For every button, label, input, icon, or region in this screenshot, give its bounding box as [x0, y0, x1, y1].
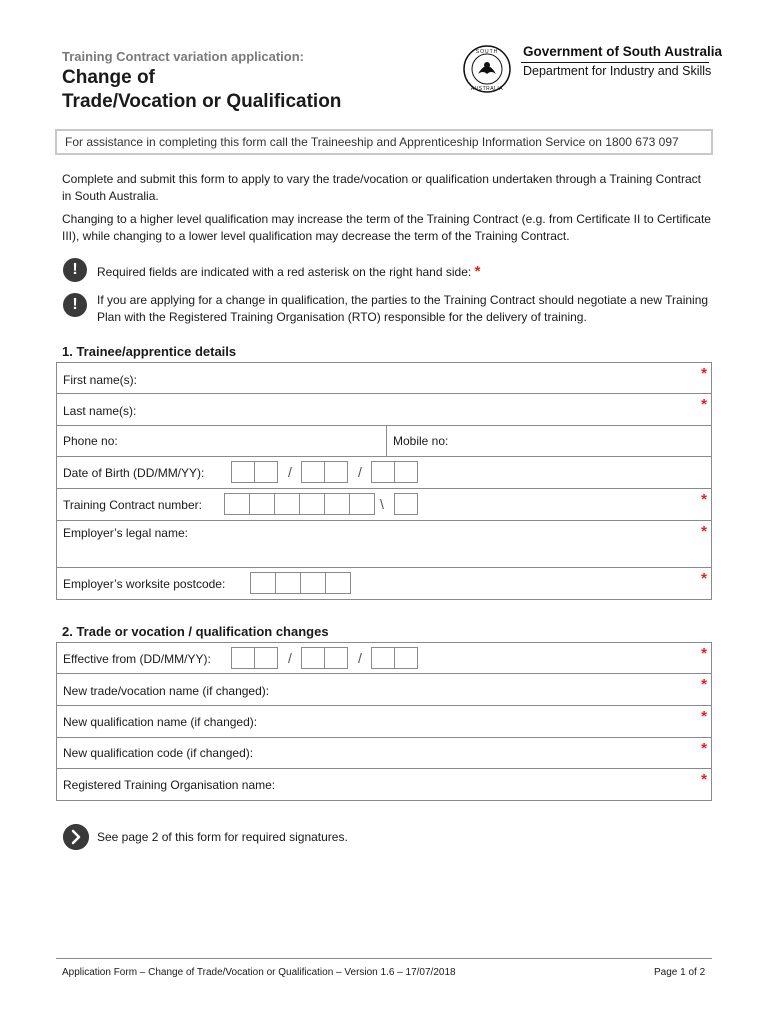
svg-text:AUSTRALIA: AUSTRALIA	[470, 86, 504, 92]
exclamation-icon: !	[63, 258, 87, 282]
intro-paragraph-1: Complete and submit this form to apply to vary the trade/vocation or qualification undertaken through a Training Contract in South Australia.	[62, 172, 702, 203]
required-asterisk: *	[701, 491, 707, 508]
required-asterisk: *	[701, 365, 707, 382]
required-asterisk: *	[701, 523, 707, 540]
postcode-label: Employer’s worksite postcode:	[63, 577, 226, 591]
effective-date-label: Effective from (DD/MM/YY):	[63, 652, 211, 666]
title-line-1: Change of	[62, 67, 155, 88]
trade-name-field[interactable]	[56, 674, 712, 706]
footer-document-info: Application Form – Change of Trade/Vocation or Qualification – Version 1.6 – 17/07/2018	[62, 967, 456, 978]
effective-year-boxes[interactable]	[371, 647, 417, 669]
last-name-field[interactable]	[56, 394, 712, 426]
required-asterisk: *	[701, 771, 707, 788]
dob-year-boxes[interactable]	[371, 461, 417, 483]
contract-number-suffix-box[interactable]	[394, 493, 417, 515]
dob-month-boxes[interactable]	[301, 461, 347, 483]
required-notice-text: Required fields are indicated with a red asterisk on the right hand side:	[97, 265, 472, 279]
sa-crest-logo	[458, 44, 516, 94]
required-asterisk: *	[701, 676, 707, 693]
required-asterisk: *	[701, 570, 707, 587]
contract-number-boxes[interactable]	[224, 493, 374, 515]
employer-name-label: Employer’s legal name:	[63, 526, 188, 540]
title-line-2: Trade/Vocation or Qualification	[62, 91, 342, 112]
qualification-code-field[interactable]	[56, 738, 712, 769]
rto-name-field[interactable]	[56, 769, 712, 801]
effective-month-boxes[interactable]	[301, 647, 347, 669]
effective-day-boxes[interactable]	[231, 647, 277, 669]
logo-divider	[521, 62, 709, 63]
last-name-label: Last name(s):	[63, 404, 137, 418]
required-asterisk: *	[701, 645, 707, 662]
chevron-right-icon	[63, 824, 89, 850]
effective-date-row	[56, 642, 712, 674]
form-subtitle: Training Contract variation application:	[62, 49, 304, 64]
required-asterisk: *	[474, 263, 481, 280]
required-asterisk: *	[701, 708, 707, 725]
first-name-label: First name(s):	[63, 373, 138, 387]
signature-note: See page 2 of this form for required signatures.	[97, 830, 348, 844]
svg-text:SOUTH: SOUTH	[475, 49, 499, 55]
page-title	[62, 66, 341, 114]
contract-number-label: Training Contract number:	[63, 498, 202, 512]
contract-number-separator: \	[380, 496, 384, 512]
date-separator: /	[288, 650, 292, 666]
department-name: Department for Industry and Skills	[523, 64, 712, 78]
first-name-field[interactable]	[56, 362, 712, 394]
dob-label: Date of Birth (DD/MM/YY):	[63, 466, 205, 480]
exclamation-icon: !	[63, 293, 87, 317]
required-notice	[97, 263, 717, 281]
postcode-boxes[interactable]	[250, 572, 350, 594]
date-separator: /	[358, 464, 362, 480]
page-number: Page 1 of 2	[654, 967, 706, 978]
dob-day-boxes[interactable]	[231, 461, 277, 483]
phone-row	[56, 426, 712, 457]
dob-row	[56, 457, 712, 489]
government-name: Government of South Australia	[523, 44, 723, 59]
qualification-code-label: New qualification code (if changed):	[63, 746, 254, 760]
column-divider	[386, 426, 387, 456]
date-separator: /	[288, 464, 292, 480]
required-asterisk: *	[701, 740, 707, 757]
assistance-banner: For assistance in completing this form call the Traineeship and Apprenticeship Information Service on 1800 673 097	[55, 129, 713, 155]
employer-name-field[interactable]	[56, 521, 712, 568]
postcode-row	[56, 568, 712, 600]
qualification-name-field[interactable]	[56, 706, 712, 738]
contract-number-row	[56, 489, 712, 521]
section-2-heading: 2. Trade or vocation / qualification changes	[62, 624, 329, 639]
phone-label: Phone no:	[63, 434, 118, 448]
qualification-name-label: New qualification name (if changed):	[63, 715, 258, 729]
section-1-heading: 1. Trainee/apprentice details	[62, 344, 237, 359]
footer-divider	[56, 958, 712, 959]
intro-paragraph-2: Changing to a higher level qualification may increase the term of the Training Contract (e.g. from Certificate II to Certificate III), while changing to a lower level qualification may decrease the term of the Training Contract.	[62, 212, 711, 243]
required-asterisk: *	[701, 396, 707, 413]
mobile-label: Mobile no:	[393, 434, 449, 448]
training-plan-notice: If you are applying for a change in qualification, the parties to the Training Contract should negotiate a new Training Plan with the Registered Training Organisation (RTO) responsible for the delivery of training.	[97, 293, 709, 324]
trade-name-label: New trade/vocation name (if changed):	[63, 684, 270, 698]
rto-name-label: Registered Training Organisation name:	[63, 778, 276, 792]
date-separator: /	[358, 650, 362, 666]
